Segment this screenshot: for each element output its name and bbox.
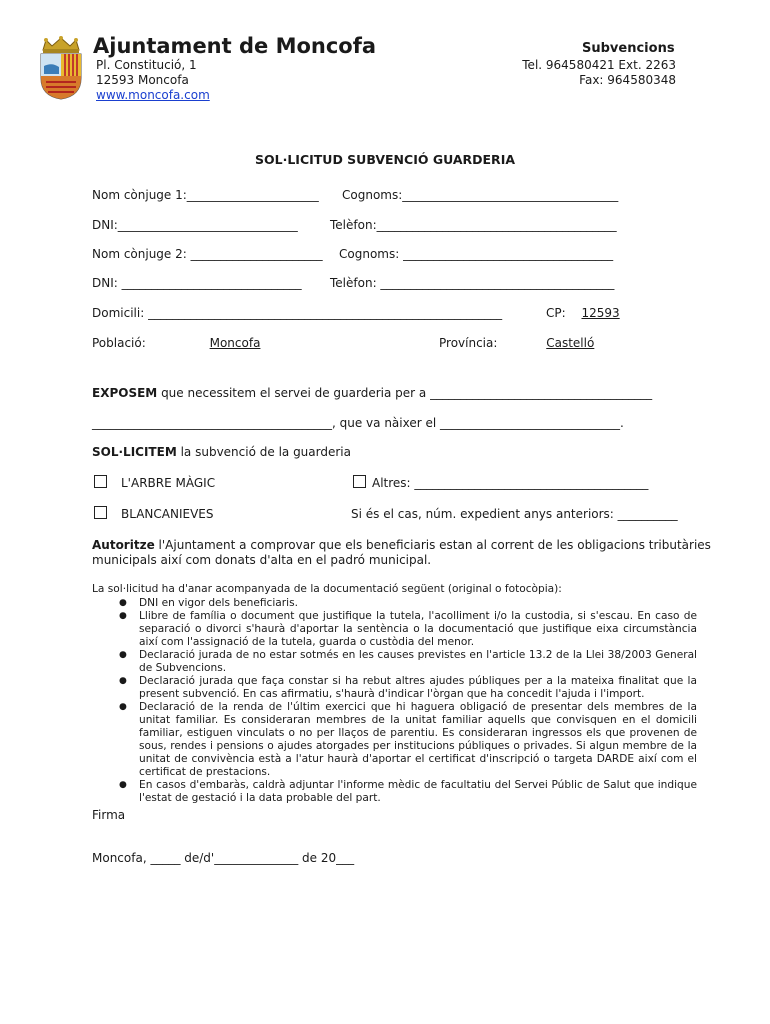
expose-keyword: EXPOSEM <box>92 386 158 400</box>
province-value: Castelló <box>546 336 595 350</box>
bullet-icon: ● <box>119 650 127 660</box>
authorize-line-2: municipals així com donats d'alta en el padró municipal. <box>92 553 432 567</box>
option-arbre-magic-label: L'ARBRE MÀGIC <box>121 476 216 490</box>
town-label: Població: <box>92 336 146 350</box>
postal-code-label: CP: <box>546 306 566 320</box>
authorize-keyword: Autoritze <box>92 538 155 552</box>
postal-code-field[interactable] <box>546 306 646 320</box>
spouse1-phone-field[interactable]: Telèfon:________________________________________ <box>330 218 617 232</box>
spouse1-name-field[interactable]: Nom cònjuge 1:______________________ <box>92 188 319 202</box>
spouse2-name-field[interactable]: Nom cònjuge 2: ______________________ <box>92 247 323 261</box>
spouse1-dni-field[interactable]: DNI:______________________________ <box>92 218 298 232</box>
bullet-icon: ● <box>119 780 127 790</box>
request-line <box>92 445 351 459</box>
address-line-1: Pl. Constitució, 1 <box>96 58 197 72</box>
address-field[interactable]: Domicili: ___________________________________________________________ <box>92 306 503 320</box>
province-label: Província: <box>439 336 498 350</box>
town-field[interactable] <box>92 336 432 350</box>
bullet-icon: ● <box>119 702 127 712</box>
expose-text-1: que necessitem el servei de guarderia per a _____________________________________ <box>161 386 653 400</box>
form-title: SOL·LICITUD SUBVENCIÓ GUARDERIA <box>254 152 516 167</box>
spouse1-surnames-field[interactable]: Cognoms:____________________________________ <box>342 188 619 202</box>
authorize-line-1 <box>92 538 711 552</box>
department-label: Subvencions <box>582 41 675 56</box>
postal-code-value: 12593 <box>581 306 620 320</box>
town-value: Moncofa <box>209 336 261 350</box>
bullet-icon: ● <box>119 611 127 621</box>
fax-number: Fax: 964580348 <box>579 73 676 87</box>
option-altres-field[interactable]: Altres: _______________________________________ <box>372 476 649 490</box>
request-text: la subvenció de la guarderia <box>180 445 351 459</box>
request-keyword: SOL·LICITEM <box>92 445 177 459</box>
authorize-text-1: l'Ajuntament a comprovar que els beneficiaris estan al corrent de les obligacions tributàries <box>158 538 711 552</box>
expose-line-2[interactable]: ________________________________________, que va nàixer el ______________________________. <box>92 416 624 430</box>
expose-line-1[interactable] <box>92 386 652 400</box>
option-blancanieves-label: BLANCANIEVES <box>121 507 214 521</box>
signature-label: Firma <box>92 808 126 822</box>
previous-expedient-field[interactable]: Si és el cas, núm. expedient anys anteriors: __________ <box>351 507 678 521</box>
docs-intro: La sol·licitud ha d'anar acompanyada de la documentació següent (original o fotocòpia): <box>92 583 562 595</box>
phone-number: Tel. 964580421 Ext. 2263 <box>522 58 676 72</box>
date-line-field[interactable]: Moncofa, _____ de/d'______________ de 20___ <box>92 851 355 865</box>
province-field[interactable] <box>439 336 662 350</box>
bullet-icon: ● <box>119 598 127 608</box>
spouse2-phone-field[interactable]: Telèfon: _______________________________________ <box>330 276 615 290</box>
checkbox-altres[interactable] <box>353 475 366 488</box>
bullet-icon: ● <box>119 676 127 686</box>
checkbox-blancanieves[interactable] <box>94 506 107 519</box>
spouse2-dni-field[interactable]: DNI: ______________________________ <box>92 276 302 290</box>
spouse2-surnames-field[interactable]: Cognoms: ___________________________________ <box>339 247 614 261</box>
website-link[interactable]: www.moncofa.com <box>96 88 210 102</box>
checkbox-arbre-magic[interactable] <box>94 475 107 488</box>
coat-of-arms-icon <box>38 36 84 100</box>
address-line-2: 12593 Moncofa <box>96 73 189 87</box>
organization-name: Ajuntament de Moncofa <box>93 34 377 58</box>
